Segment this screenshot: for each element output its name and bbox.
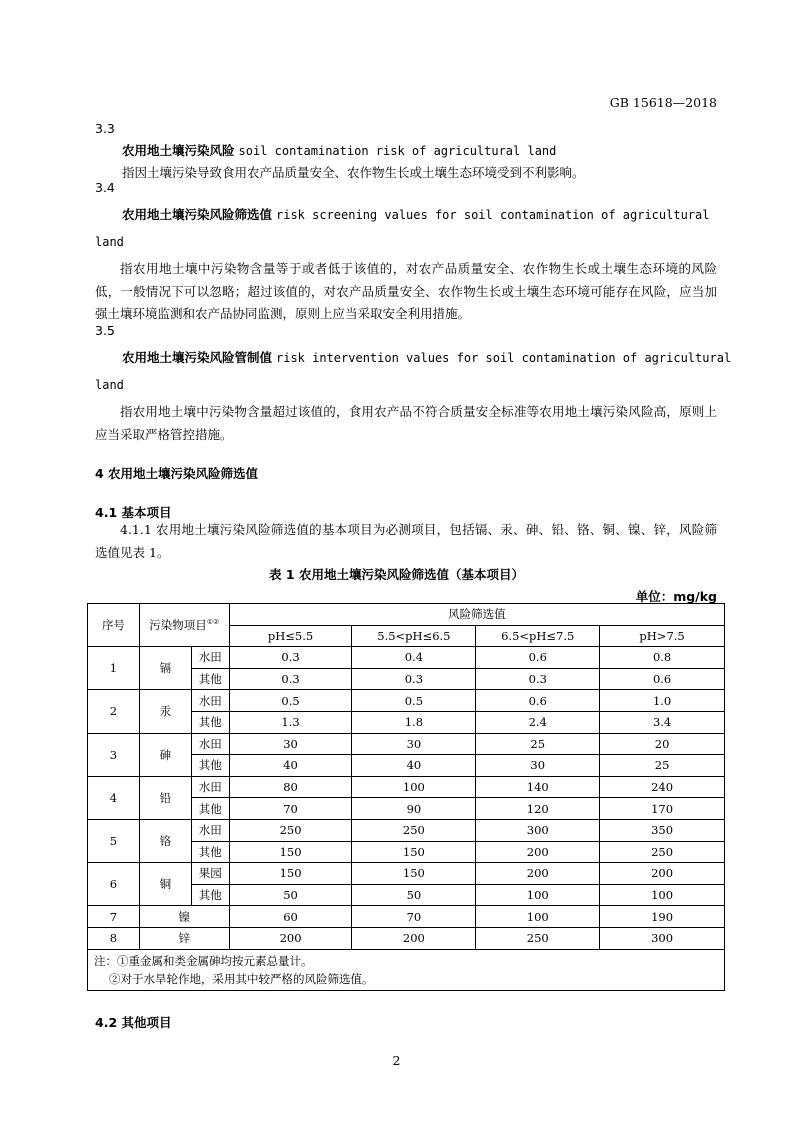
term-title-en: soil contamination risk of agricultural land — [238, 144, 557, 158]
cell-value: 100 — [600, 884, 725, 906]
cell-value: 0.5 — [229, 690, 352, 712]
term-number: 3.5 — [95, 323, 115, 338]
cell-value: 30 — [476, 755, 600, 777]
term-number: 3.4 — [95, 180, 115, 195]
cell-value: 150 — [229, 841, 352, 863]
cell-land: 水田 — [191, 819, 229, 841]
table-row — [88, 927, 725, 949]
cell-value: 1.3 — [229, 711, 352, 733]
screening-values-table — [87, 603, 725, 991]
table-unit: 单位：mg/kg — [635, 589, 717, 604]
cell-item: 镍 — [139, 906, 229, 928]
subsection-heading: 4.2 其他项目 — [95, 1015, 172, 1030]
table-note: ②对于水旱轮作地，采用其中较严格的风险筛选值。 — [109, 971, 374, 986]
cell-value: 250 — [600, 841, 725, 863]
table-row — [88, 819, 725, 841]
cell-value: 20 — [600, 733, 725, 755]
cell-value: 60 — [229, 906, 352, 928]
cell-value: 250 — [476, 927, 600, 949]
cell-value: 40 — [352, 755, 476, 777]
cell-value: 0.3 — [352, 668, 476, 690]
cell-value: 200 — [476, 863, 600, 885]
cell-land: 其他 — [191, 884, 229, 906]
cell-land: 其他 — [191, 841, 229, 863]
cell-value: 150 — [352, 863, 476, 885]
section-heading: 4 农用地土壤污染风险筛选值 — [95, 466, 259, 481]
term-title-cn: 农用地土壤污染风险筛选值 — [122, 207, 273, 222]
term-number: 3.3 — [95, 121, 115, 136]
cell-value: 200 — [352, 927, 476, 949]
cell-item: 汞 — [139, 690, 191, 733]
term-title-en-wrap: land — [95, 378, 124, 392]
cell-item: 铅 — [139, 776, 191, 819]
cell-value: 2.4 — [476, 711, 600, 733]
cell-value: 0.3 — [476, 668, 600, 690]
cell-value: 100 — [476, 906, 600, 928]
term-title-en: risk screening values for soil contamination of agricultural — [276, 208, 710, 222]
cell-no: 8 — [88, 927, 140, 949]
cell-value: 1.0 — [600, 690, 725, 712]
term-title — [122, 205, 709, 223]
cell-value: 300 — [476, 819, 600, 841]
cell-value: 190 — [600, 906, 725, 928]
header-item-sup: ①② — [206, 618, 220, 627]
term-title-en-wrap: land — [95, 235, 124, 249]
cell-land: 水田 — [191, 733, 229, 755]
subsection-heading: 4.1 基本项目 — [95, 505, 172, 520]
cell-value: 100 — [352, 776, 476, 798]
page-number: 2 — [392, 1053, 401, 1068]
cell-value: 120 — [476, 798, 600, 820]
table-notes-row — [88, 949, 725, 990]
cell-no: 3 — [88, 733, 140, 776]
table-caption: 表 1 农用地土壤污染风险筛选值（基本项目） — [269, 567, 524, 582]
cell-value: 150 — [352, 841, 476, 863]
ph-header: pH≤5.5 — [229, 625, 352, 647]
cell-value: 0.6 — [600, 668, 725, 690]
cell-value: 0.4 — [352, 647, 476, 669]
header-item-label: 污染物项目 — [149, 618, 207, 633]
subsection-text: 4.1.1 农用地土壤污染风险筛选值的基本项目为必测项目，包括镉、汞、砷、铅、铬、铜、镍、锌，风险筛选值见表 1。 — [95, 522, 717, 560]
cell-value: 0.8 — [600, 647, 725, 669]
term-definition: 指农用地土壤中污染物含量超过该值的，食用农产品不符合质量安全标准等农用地土壤污染风险高，原则上应当采取严格管控措施。 — [95, 404, 717, 442]
cell-land: 其他 — [191, 755, 229, 777]
cell-item: 砷 — [139, 733, 191, 776]
cell-value: 200 — [600, 863, 725, 885]
cell-land: 其他 — [191, 798, 229, 820]
term-title-cn: 农用地土壤污染风险管制值 — [122, 350, 273, 365]
cell-value: 70 — [229, 798, 352, 820]
cell-value: 200 — [476, 841, 600, 863]
header-item — [139, 604, 229, 647]
cell-value: 90 — [352, 798, 476, 820]
cell-value: 0.3 — [229, 668, 352, 690]
cell-value: 240 — [600, 776, 725, 798]
cell-land: 水田 — [191, 647, 229, 669]
ph-header: 5.5<pH≤6.5 — [352, 625, 476, 647]
ph-header: 6.5<pH≤7.5 — [476, 625, 600, 647]
ph-header: pH>7.5 — [600, 625, 725, 647]
cell-item: 镉 — [139, 647, 191, 690]
cell-land: 水田 — [191, 690, 229, 712]
cell-no: 4 — [88, 776, 140, 819]
table-row — [88, 647, 725, 669]
table-note: 注：①重金属和类金属砷均按元素总量计。 — [94, 953, 313, 968]
term-title-cn: 农用地土壤污染风险 — [122, 143, 235, 158]
cell-value: 30 — [352, 733, 476, 755]
table-row — [88, 690, 725, 712]
cell-value: 250 — [352, 819, 476, 841]
cell-no: 5 — [88, 819, 140, 862]
cell-value: 70 — [352, 906, 476, 928]
cell-land: 水田 — [191, 776, 229, 798]
cell-no: 2 — [88, 690, 140, 733]
cell-value: 30 — [229, 733, 352, 755]
cell-value: 300 — [600, 927, 725, 949]
cell-value: 40 — [229, 755, 352, 777]
header-values: 风险筛选值 — [229, 604, 724, 626]
table-row — [88, 906, 725, 928]
cell-no: 1 — [88, 647, 140, 690]
cell-value: 250 — [229, 819, 352, 841]
cell-value: 170 — [600, 798, 725, 820]
table-notes — [88, 949, 725, 990]
cell-value: 0.6 — [476, 690, 600, 712]
cell-value: 50 — [352, 884, 476, 906]
term-definition: 指因土壤污染导致食用农产品质量安全、农作物生长或土壤生态环境受到不利影响。 — [122, 165, 585, 180]
standard-code: GB 15618—2018 — [609, 95, 717, 110]
table-row — [88, 776, 725, 798]
cell-value: 350 — [600, 819, 725, 841]
term-definition: 指农用地土壤中污染物含量等于或者低于该值的，对农产品质量安全、农作物生长或土壤生态环境的风险低，一般情况下可以忽略；超过该值的，对农产品质量安全、农作物生长或土壤生态环境可能存在风险，应当加强土壤环境监测和农产品协同监测，原则上应当采取安全利用措施。 — [95, 261, 717, 321]
cell-value: 25 — [600, 755, 725, 777]
cell-value: 3.4 — [600, 711, 725, 733]
cell-land: 果园 — [191, 863, 229, 885]
header-no: 序号 — [88, 604, 140, 647]
cell-no: 6 — [88, 863, 140, 906]
cell-value: 100 — [476, 884, 600, 906]
cell-value: 25 — [476, 733, 600, 755]
cell-item: 铬 — [139, 819, 191, 862]
term-title — [122, 141, 556, 159]
cell-value: 140 — [476, 776, 600, 798]
cell-value: 1.8 — [352, 711, 476, 733]
cell-value: 200 — [229, 927, 352, 949]
cell-value: 0.6 — [476, 647, 600, 669]
cell-no: 7 — [88, 906, 140, 928]
cell-value: 150 — [229, 863, 352, 885]
term-title-en: risk intervention values for soil contamination of agricultural — [276, 351, 732, 365]
table-row — [88, 863, 725, 885]
cell-item: 锌 — [139, 927, 229, 949]
cell-value: 0.5 — [352, 690, 476, 712]
cell-item: 铜 — [139, 863, 191, 906]
term-title — [122, 348, 731, 366]
cell-land: 其他 — [191, 711, 229, 733]
cell-value: 0.3 — [229, 647, 352, 669]
cell-value: 80 — [229, 776, 352, 798]
table-row — [88, 733, 725, 755]
table-header-row — [88, 604, 725, 626]
cell-value: 50 — [229, 884, 352, 906]
cell-land: 其他 — [191, 668, 229, 690]
